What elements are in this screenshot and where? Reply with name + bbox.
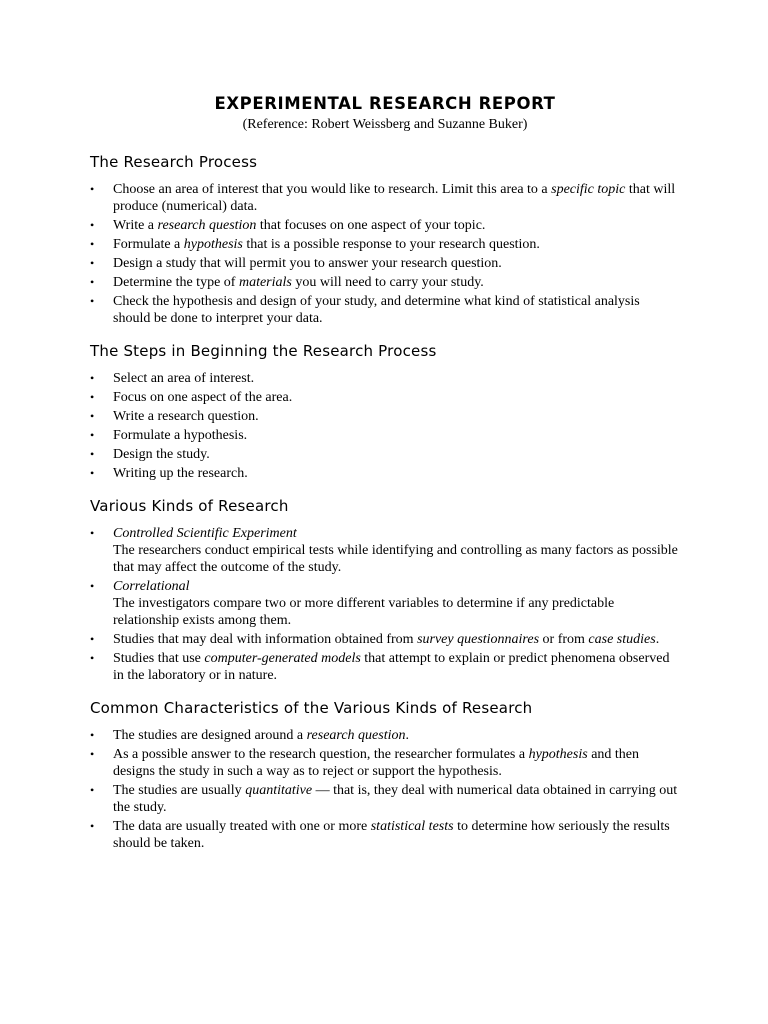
bullet-icon: • — [90, 632, 95, 646]
section-heading-common-characteristics: Common Characteristics of the Various Kinds of Research — [90, 699, 533, 717]
bullet-icon: • — [90, 728, 95, 742]
bullet-icon: • — [90, 819, 95, 833]
list-item: • Choose an area of interest that you would like to research. Limit this area to a specific topic that will produce (numerical) data. — [90, 182, 676, 214]
bullet-icon: • — [90, 579, 95, 593]
section-heading-research-process: The Research Process — [90, 153, 258, 171]
steps-list — [90, 370, 680, 482]
bullet-icon: • — [90, 409, 95, 423]
bullet-icon: • — [90, 747, 95, 761]
section-heading-kinds-of-research: Various Kinds of Research — [90, 497, 289, 515]
document-reference: (Reference: Robert Weissberg and Suzanne Buker) — [242, 117, 528, 132]
bullet-icon: • — [90, 237, 95, 251]
bullet-icon: • — [90, 526, 95, 540]
bullet-icon: • — [90, 275, 95, 289]
bullet-icon: • — [90, 294, 95, 308]
list-item: • Studies that may deal with information obtained from survey questionnaires or from case studies. — [90, 632, 660, 647]
bullet-icon: • — [90, 428, 95, 442]
list-item: • Determine the type of materials you will need to carry your study. — [90, 275, 484, 290]
bullet-icon: • — [90, 390, 95, 404]
list-item: • Studies that use computer-generated models that attempt to explain or predict phenomena observed in the laboratory or in nature. — [90, 651, 670, 683]
list-item: • Check the hypothesis and design of your study, and determine what kind of statistical analysis should be done to interpret your data. — [90, 294, 640, 326]
list-item: • Write a research question. — [90, 409, 259, 424]
research-kind-description: The investigators compare two or more different variables to determine if any predictable relationship exists among them. — [113, 596, 615, 628]
bullet-icon: • — [90, 466, 95, 480]
research-kind-title: Correlational — [113, 579, 190, 594]
list-item: • The data are usually treated with one or more statistical tests to determine how seriously the results should be taken. — [90, 819, 670, 851]
research-kind-description: The researchers conduct empirical tests while identifying and controlling as many factors as possible that may affect the outcome of the study. — [113, 543, 678, 575]
list-item: • Focus on one aspect of the area. — [90, 390, 293, 405]
bullet-icon: • — [90, 371, 95, 385]
list-item: • The studies are usually quantitative — that is, they deal with numerical data obtained in carrying out the study. — [90, 783, 678, 815]
bullet-icon: • — [90, 783, 95, 797]
list-item: • Select an area of interest. — [90, 371, 255, 386]
kinds-of-research-list — [90, 525, 680, 684]
document-title: EXPERIMENTAL RESEARCH REPORT — [214, 94, 556, 113]
bullet-icon: • — [90, 447, 95, 461]
list-item: • Design a study that will permit you to answer your research question. — [90, 256, 502, 271]
list-item: • As a possible answer to the research question, the researcher formulates a hypothesis and then designs the study in such a way as to reject or support the hypothesis. — [90, 747, 640, 779]
research-kind-title: Controlled Scientific Experiment — [113, 526, 297, 541]
common-characteristics-list — [90, 727, 680, 852]
list-item: • Design the study. — [90, 447, 210, 462]
list-item: • Formulate a hypothesis. — [90, 428, 248, 443]
bullet-icon: • — [90, 256, 95, 270]
section-heading-steps: The Steps in Beginning the Research Process — [90, 342, 437, 360]
bullet-icon: • — [90, 182, 95, 196]
research-process-list — [90, 181, 680, 327]
list-item — [90, 578, 680, 629]
document-page — [90, 94, 680, 854]
bullet-icon: • — [90, 651, 95, 665]
list-item: • Writing up the research. — [90, 466, 248, 481]
bullet-icon: • — [90, 218, 95, 232]
list-item: • Write a research question that focuses on one aspect of your topic. — [90, 218, 486, 233]
list-item — [90, 525, 680, 576]
list-item: • Formulate a hypothesis that is a possible response to your research question. — [90, 237, 540, 252]
list-item: • The studies are designed around a research question. — [90, 728, 409, 743]
